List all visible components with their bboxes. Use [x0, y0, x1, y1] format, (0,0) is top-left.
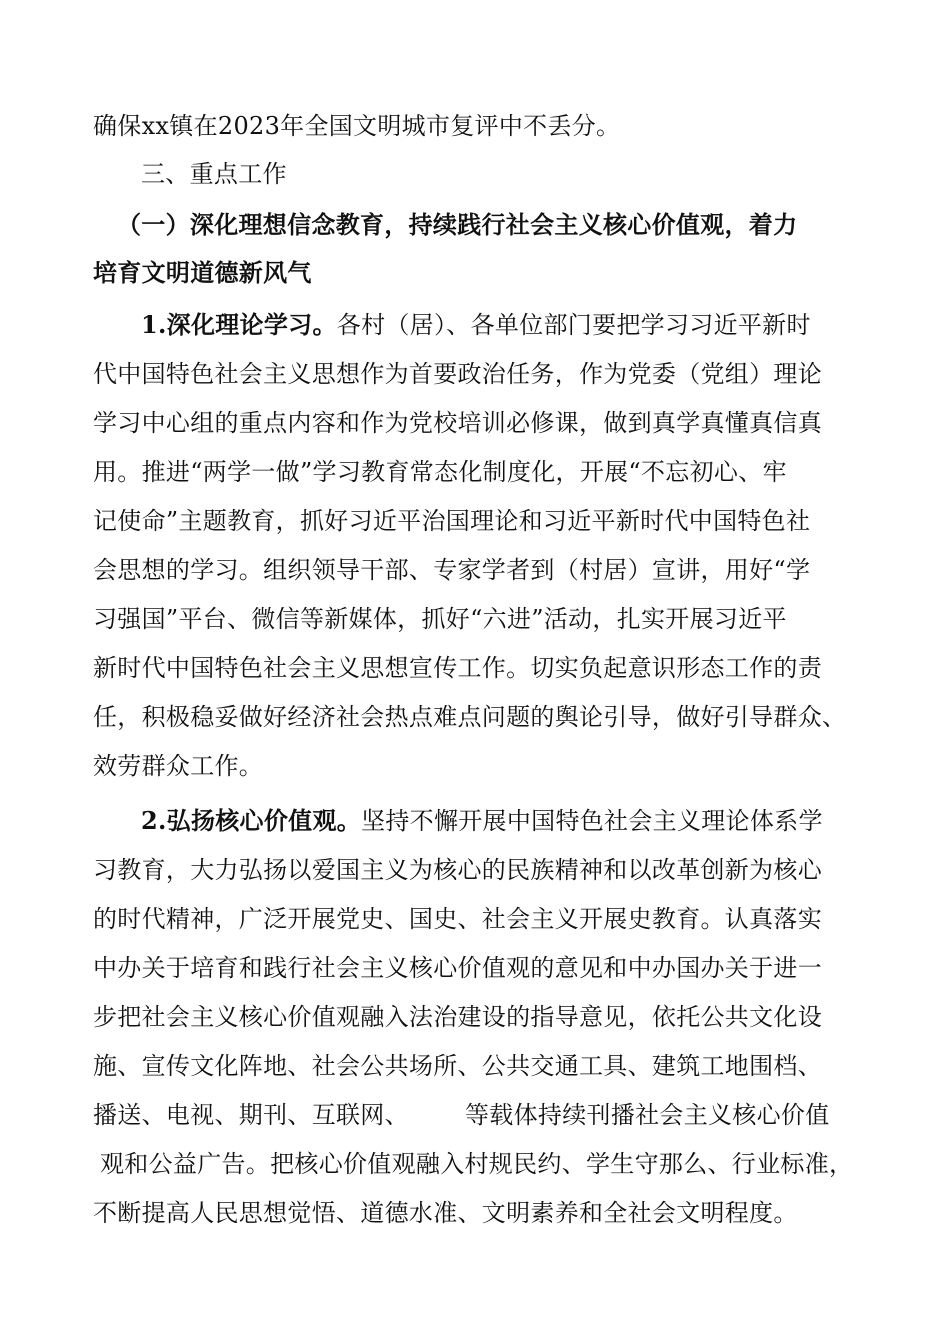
paragraph-line: 的时代精神，广泛开展党史、国史、社会主义开展史教育。认真落实 — [93, 905, 822, 933]
paragraph-1-first-line — [141, 308, 811, 342]
paragraph-2-text: 坚持不懈开展中国特色社会主义理论体系学 — [361, 807, 823, 835]
paragraph-line: 任，积极稳妥做好经济社会热点难点问题的舆论引导，做好引导群众、 — [93, 703, 847, 731]
paragraph-2-lead: 2.弘扬核心价值观。 — [141, 806, 362, 835]
paragraph-line-part-2: 等载体持续刊播社会主义核心价值 — [465, 1101, 830, 1129]
paragraph-1-text: 各村（居）、各单位部门要把学习习近平新时 — [336, 311, 811, 339]
paragraph-line: 代中国特色社会主义思想作为首要政治任务，作为党委（党组）理论 — [93, 360, 822, 388]
paragraph-line-part-1: 播送、电视、期刊、互联网、 — [93, 1101, 409, 1129]
paragraph-2-first-line — [141, 804, 823, 838]
section-heading: 三、重点工作 — [141, 160, 287, 188]
paragraph-line: 步把社会主义核心价值观融入法治建设的指导意见，依托公共文化设 — [93, 1003, 822, 1031]
paragraph-line: 学习中心组的重点内容和作为党校培训必修课，做到真学真懂真信真 — [93, 409, 822, 437]
paragraph-line: 记使命”主题教育，抓好习近平治国理论和习近平新时代中国特色社 — [93, 507, 811, 535]
paragraph-line: 用。推进“两学一做”学习教育常态化制度化，开展“不忘初心、牢 — [93, 458, 787, 486]
paragraph-line: 施、宣传文化阵地、社会公共场所、公共交通工具、建筑工地围档、 — [93, 1052, 822, 1080]
subsection-heading-line-1: （一）深化理想信念教育，持续践行社会主义核心价值观，着力 — [117, 210, 798, 239]
paragraph-1-lead: 1.深化理论学习。 — [141, 310, 337, 339]
paragraph-line: 确保xx镇在2023年全国文明城市复评中不丢分。 — [93, 112, 621, 140]
paragraph-line: 观和公益广告。把核心价值观融入村规民约、学生守那么、行业标准， — [100, 1150, 854, 1178]
paragraph-line: 效劳群众工作。 — [93, 752, 264, 780]
paragraph-line: 习教育，大力弘扬以爱国主义为核心的民族精神和以改革创新为核心 — [93, 856, 822, 884]
paragraph-line: 习强国”平台、微信等新媒体，抓好“六进”活动，扎实开展习近平 — [93, 605, 787, 633]
subsection-heading-line-2: 培育文明道德新风气 — [93, 258, 312, 287]
paragraph-line: 中办关于培育和践行社会主义核心价值观的意见和中办国办关于进一 — [93, 954, 822, 982]
paragraph-line: 新时代中国特色社会主义思想宣传工作。切实负起意识形态工作的责 — [93, 654, 822, 682]
paragraph-line: 会思想的学习。组织领导干部、专家学者到（村居）宣讲，用好“学 — [93, 556, 811, 584]
paragraph-line: 不断提高人民思想觉悟、道德水准、文明素养和全社会文明程度。 — [93, 1199, 798, 1227]
